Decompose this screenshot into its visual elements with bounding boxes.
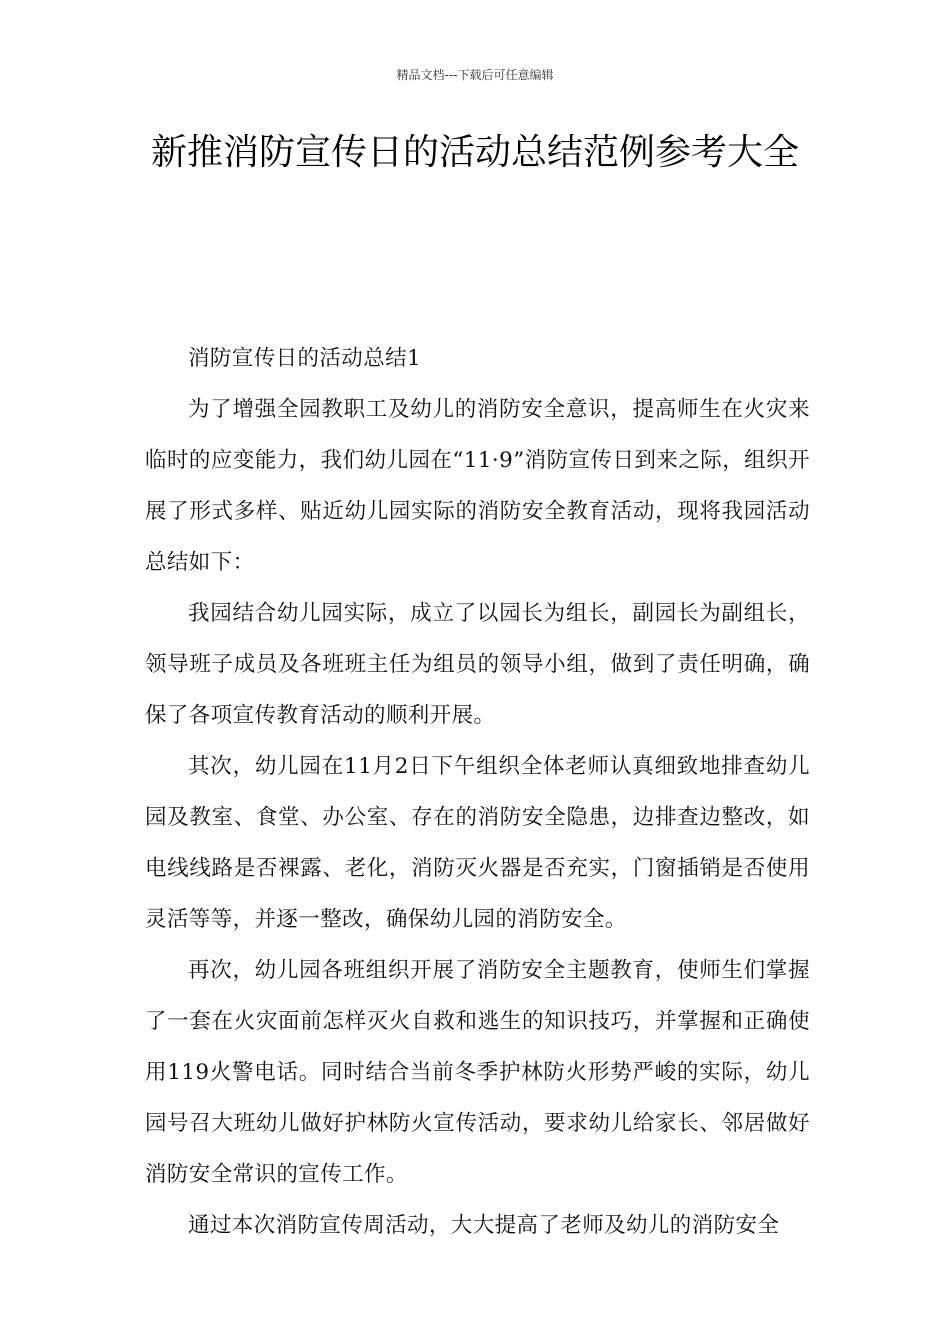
section-heading: 消防宣传日的活动总结1 — [188, 346, 422, 371]
paragraph: 通过本次消防宣传周活动，大大提高了老师及幼儿的消防安全 — [188, 1213, 780, 1238]
paragraph: 其次，幼儿园在11月2日下午组织全体老师认真细致地排查幼儿园及教室、食堂、办公室、存在的消防安全隐患，边排查边整改，如电线线路是否裸露、老化，消防灭火器是否充实，门窗插销是否使用灵活等等，并逐一整改，确保幼儿园的消防安全。 — [145, 754, 810, 932]
paragraph: 再次，幼儿园各班组织开展了消防安全主题教育，使师生们掌握了一套在火灾面前怎样灭火自救和逃生的知识技巧，并掌握和正确使用119火警电话。同时结合当前冬季护林防火形势严峻的实际，幼儿园号召大班幼儿做好护林防火宣传活动，要求幼儿给家长、邻居做好消防安全常识的宣传工作。 — [145, 958, 810, 1187]
paragraph: 我园结合幼儿园实际，成立了以园长为组长，副园长为副组长，领导班子成员及各班班主任为组员的领导小组，做到了责任明确，确保了各项宣传教育活动的顺利开展。 — [145, 601, 810, 728]
header-note: 精品文档---下载后可任意编辑 — [396, 68, 554, 82]
paragraph: 为了增强全园教职工及幼儿的消防安全意识，提高师生在火灾来临时的应变能力，我们幼儿园在“11·9”消防宣传日到来之际，组织开展了形式多样、贴近幼儿园实际的消防安全教育活动，现将我园活动总结如下： — [145, 397, 810, 575]
document-title: 新推消防宣传日的活动总结范例参考大全 — [150, 132, 799, 173]
document-body — [145, 333, 810, 1251]
